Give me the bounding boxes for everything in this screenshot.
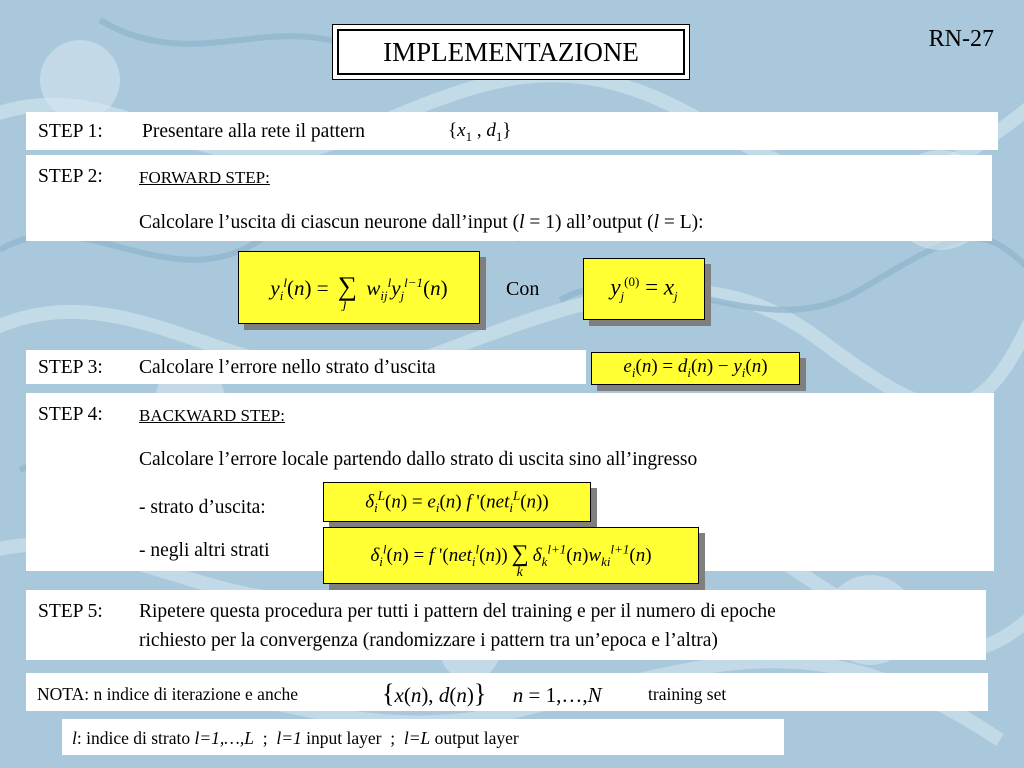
con-label: Con xyxy=(506,278,540,300)
nota-formula: {x(n), d(n)} n = 1,…,N xyxy=(382,679,602,708)
nota-text: NOTA: n indice di iterazione e anche xyxy=(37,684,298,704)
slide-number: RN-27 xyxy=(928,26,994,52)
step1-label: STEP 1: xyxy=(38,121,103,142)
title-frame xyxy=(332,24,690,80)
step4-output-layer: - strato d’uscita: xyxy=(139,497,266,518)
step3-panel xyxy=(26,350,586,384)
delta-other-formula-box xyxy=(323,527,699,584)
delta-other-formula: $\delta_i^l(n) = f$ '(net$_i^l$(n)) ∑ k $\delta_k^{l+1}(n)w_{ki}^{l+1}(n)$ xyxy=(370,541,652,581)
legend-panel xyxy=(62,719,784,755)
delta-output-formula: $\delta_i^L(n) = e_i(n)$ f '(net$_i^L$(n)) xyxy=(365,487,549,516)
step1-panel xyxy=(26,112,998,150)
step5-panel xyxy=(26,590,986,660)
step1-pattern: {$x_1$ , $d_1$} xyxy=(448,120,512,144)
forward-formula-box xyxy=(238,251,480,324)
step1-text: Presentare alla rete il pattern xyxy=(142,121,366,142)
step4-label: STEP 4: xyxy=(38,404,103,425)
page-title: IMPLEMENTAZIONE xyxy=(337,29,685,75)
step2-text: Calcolare l’uscita di ciascun neurone dall’input (l = 1) all’output (l = L): xyxy=(139,212,704,233)
nota-panel xyxy=(26,673,988,711)
forward-formula: $y_i^l(n)$ = ∑ j $w_{ij}^ly_j^{l-1}(n)$ xyxy=(270,270,448,312)
step5-label: STEP 5: xyxy=(38,601,103,622)
legend-text: l: indice di strato l=1,…,L ; l=1 input layer ; l=L output layer xyxy=(72,728,519,748)
delta-output-formula-box xyxy=(323,482,591,522)
step2-subtitle: FORWARD STEP: xyxy=(139,168,270,187)
init-formula-box xyxy=(583,258,705,320)
step2-label: STEP 2: xyxy=(38,166,103,187)
step3-label: STEP 3: xyxy=(38,357,103,378)
error-formula: $e_i(n) = d_i(n) - y_i(n)$ xyxy=(623,356,768,380)
step5-line2: richiesto per la convergenza (randomizzare i pattern tra un’epoca e l’altra) xyxy=(139,630,718,651)
step2-panel xyxy=(26,155,992,241)
step4-other-layers: - negli altri strati xyxy=(139,540,270,561)
step4-text: Calcolare l’errore locale partendo dallo strato di uscita sino all’ingresso xyxy=(139,449,698,470)
step5-line1: Ripetere questa procedura per tutti i pattern del training e per il numero di epoche xyxy=(139,601,776,622)
step3-text: Calcolare l’errore nello strato d’uscita xyxy=(139,357,436,378)
nota-suffix: training set xyxy=(648,684,727,704)
init-formula: $y_j^{(0)} = x_j$ xyxy=(610,273,678,304)
step4-subtitle: BACKWARD STEP: xyxy=(139,406,285,425)
error-formula-box xyxy=(591,352,800,385)
